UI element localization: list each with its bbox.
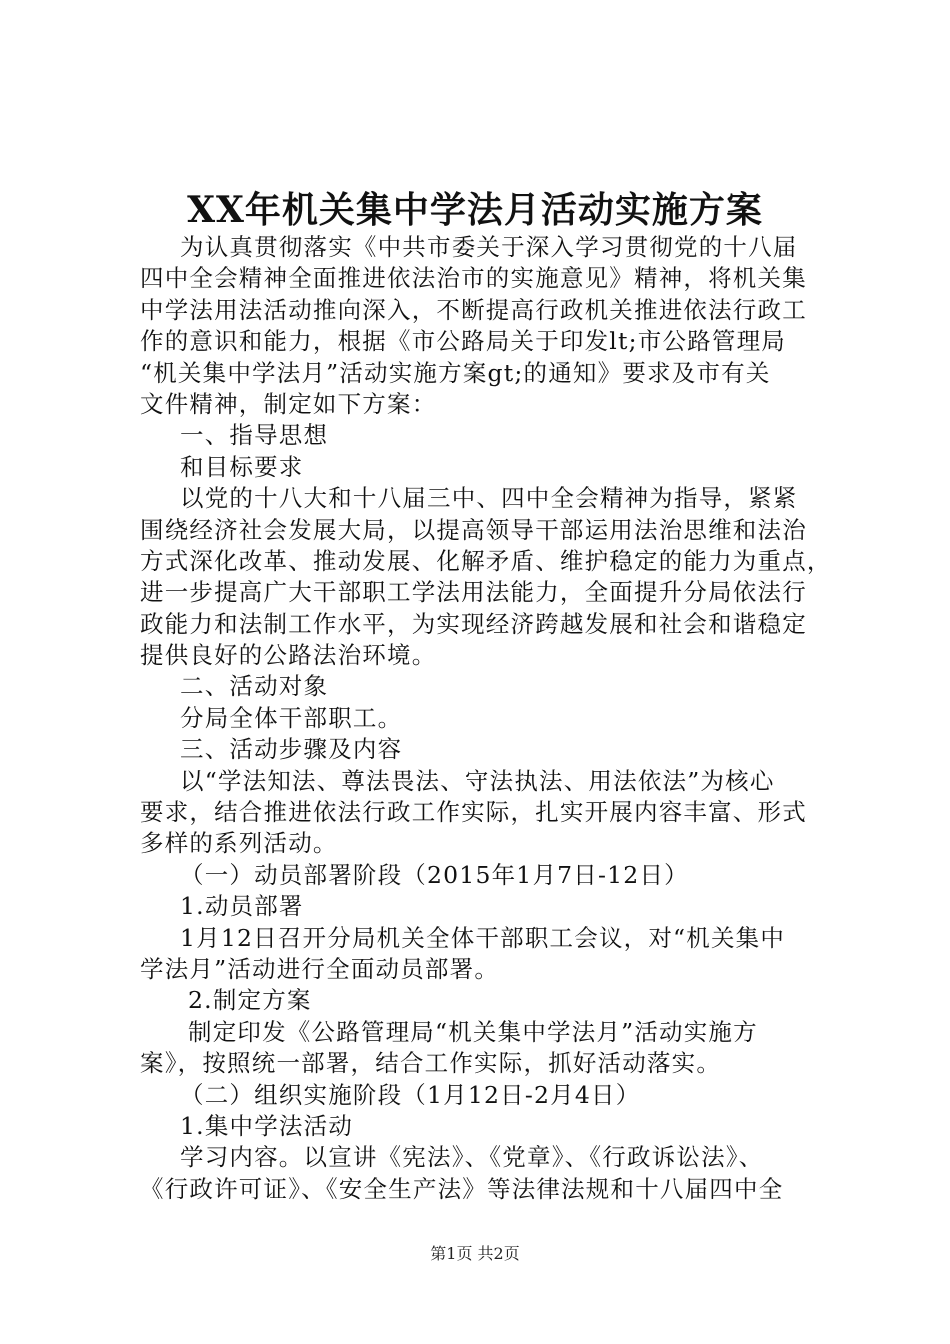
section-heading: 三、活动步骤及内容 bbox=[180, 735, 403, 764]
paragraph-line: 中学法用法活动推向深入，不断提高行政机关推进依法行政工 bbox=[140, 295, 807, 324]
subsection-heading: （一）动员部署阶段（2015年1月7日-12日） bbox=[180, 860, 689, 889]
item-heading: 1.动员部署 bbox=[180, 892, 304, 921]
paragraph-line: 进一步提高广大干部职工学法用法能力，全面提升分局依法行 bbox=[140, 578, 807, 607]
paragraph-line: 文件精神，制定如下方案： bbox=[140, 389, 437, 418]
section-heading: 一、指导思想 bbox=[180, 421, 329, 450]
paragraph-line: 多样的系列活动。 bbox=[140, 829, 338, 858]
item-heading: 1.集中学法活动 bbox=[180, 1111, 354, 1140]
paragraph-line: 学法月”活动进行全面动员部署。 bbox=[140, 954, 500, 983]
paragraph-line: 作的意识和能力，根据《市公路局关于印发lt;市公路管理局 bbox=[140, 327, 786, 356]
paragraph-line: 提供良好的公路法治环境。 bbox=[140, 641, 437, 670]
item-heading: 2.制定方案 bbox=[188, 986, 312, 1015]
paragraph-line: 为认真贯彻落实《中共市委关于深入学习贯彻党的十八届 bbox=[180, 233, 798, 261]
paragraph-line: 分局全体干部职工。 bbox=[180, 703, 403, 732]
paragraph-line: 1月12日召开分局机关全体干部职工会议，对“机关集中 bbox=[180, 923, 786, 952]
document-title: XX年机关集中学法月活动实施方案 bbox=[187, 189, 763, 231]
paragraph-line: 四中全会精神全面推进依法治市的实施意见》精神，将机关集 bbox=[140, 264, 807, 293]
paragraph-line: “机关集中学法月”活动实施方案gt;的通知》要求及市有关 bbox=[140, 358, 771, 387]
paragraph-line: 以党的十八大和十八届三中、四中全会精神为指导，紧紧 bbox=[180, 484, 798, 513]
paragraph-line: 案》，按照统一部署，结合工作实际，抓好活动落实。 bbox=[140, 1049, 722, 1078]
paragraph-line: 以“学法知法、尊法畏法、守法执法、用法依法”为核心 bbox=[180, 766, 775, 795]
subsection-heading: （二）组织实施阶段（1月12日-2月4日） bbox=[180, 1080, 641, 1109]
page-number-footer: 第1页 共2页 bbox=[430, 1244, 520, 1263]
document-body bbox=[140, 232, 840, 1205]
paragraph-line: 政能力和法制工作水平，为实现经济跨越发展和社会和谐稳定 bbox=[140, 609, 807, 638]
paragraph-line: 学习内容。以宣讲《宪法》、《党章》、《行政诉讼法》、 bbox=[180, 1143, 764, 1172]
paragraph-line: 《行政许可证》、《安全生产法》等法律法规和十八届四中全 bbox=[140, 1174, 784, 1203]
paragraph-line: 要求，结合推进依法行政工作实际，扎实开展内容丰富、形式 bbox=[140, 798, 807, 827]
paragraph-line: 制定印发《公路管理局“机关集中学法月”活动实施方 bbox=[188, 1017, 758, 1046]
section-heading: 和目标要求 bbox=[180, 452, 304, 481]
section-heading: 二、活动对象 bbox=[180, 672, 329, 701]
paragraph-line: 围绕经济社会发展大局，以提高领导干部运用法治思维和法治 bbox=[140, 515, 807, 544]
paragraph-line: 方式深化改革、推动发展、化解矛盾、维护稳定的能力为重点， bbox=[140, 546, 832, 575]
